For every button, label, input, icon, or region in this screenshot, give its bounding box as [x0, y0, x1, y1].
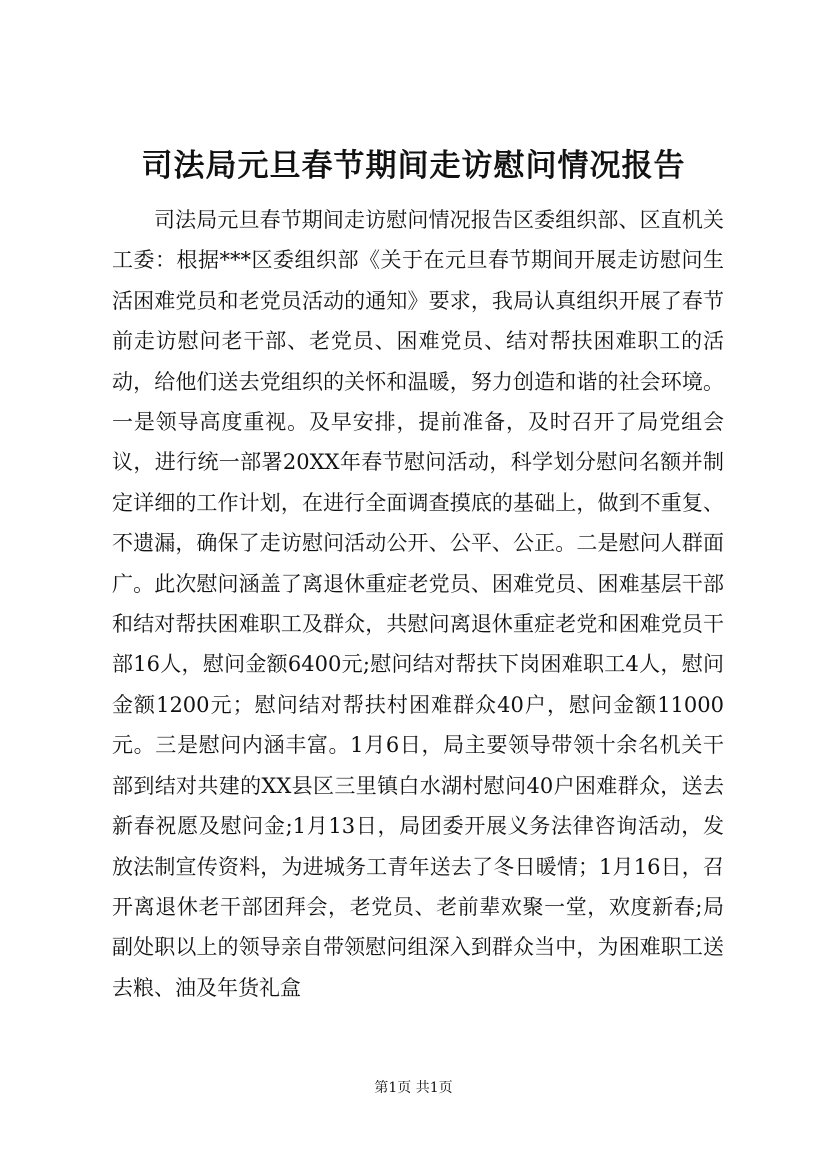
document-body: 司法局元旦春节期间走访慰问情况报告区委组织部、区直机关工委：根据***区委组织部《关于在元旦春节期间开展走访慰问生活困难党员和老党员活动的通知》要求，我局认真组织开展了春节前走访慰问老干部、老党员、困难党员、结对帮扶困难职工的活动，给他们送去党组织的关怀和温暖，努力创造和谐的社会环境。一是领导高度重视。及早安排，提前准备，及时召开了局党组会议，进行统一部署20XX年春节慰问活动，科学划分慰问名额并制定详细的工作计划，在进行全面调查摸底的基础上，做到不重复、不遗漏，确保了走访慰问活动公开、公平、公正。二是慰问人群面广。此次慰问涵盖了离退休重症老党员、困难党员、困难基层干部和结对帮扶困难职工及群众，共慰问离退休重症老党和困难党员干部16人，慰问金额6400元;慰问结对帮扶下岗困难职工4人，慰问金额1200元；慰问结对帮扶村困难群众40户，慰问金额11000元。三是慰问内涵丰富。1月6日，局主要领导带领十余名机关干部到结对共建的XX县区三里镇白水湖村慰问40户困难群众，送去新春祝愿及慰问金;1月13日，局团委开展义务法律咨询活动，发放法制宣传资料，为进城务工青年送去了冬日暖情；1月16日，召开离退休老干部团拜会，老党员、老前辈欢聚一堂，欢度新春;局副处职以上的领导亲自带领慰问组深入到群众当中，为困难职工送去粮、油及年货礼盒 [112, 208, 724, 1000]
page-number-footer: 第1页 共1页 [374, 1080, 453, 1096]
document-title: 司法局元旦春节期间走访慰问情况报告 [141, 148, 686, 184]
